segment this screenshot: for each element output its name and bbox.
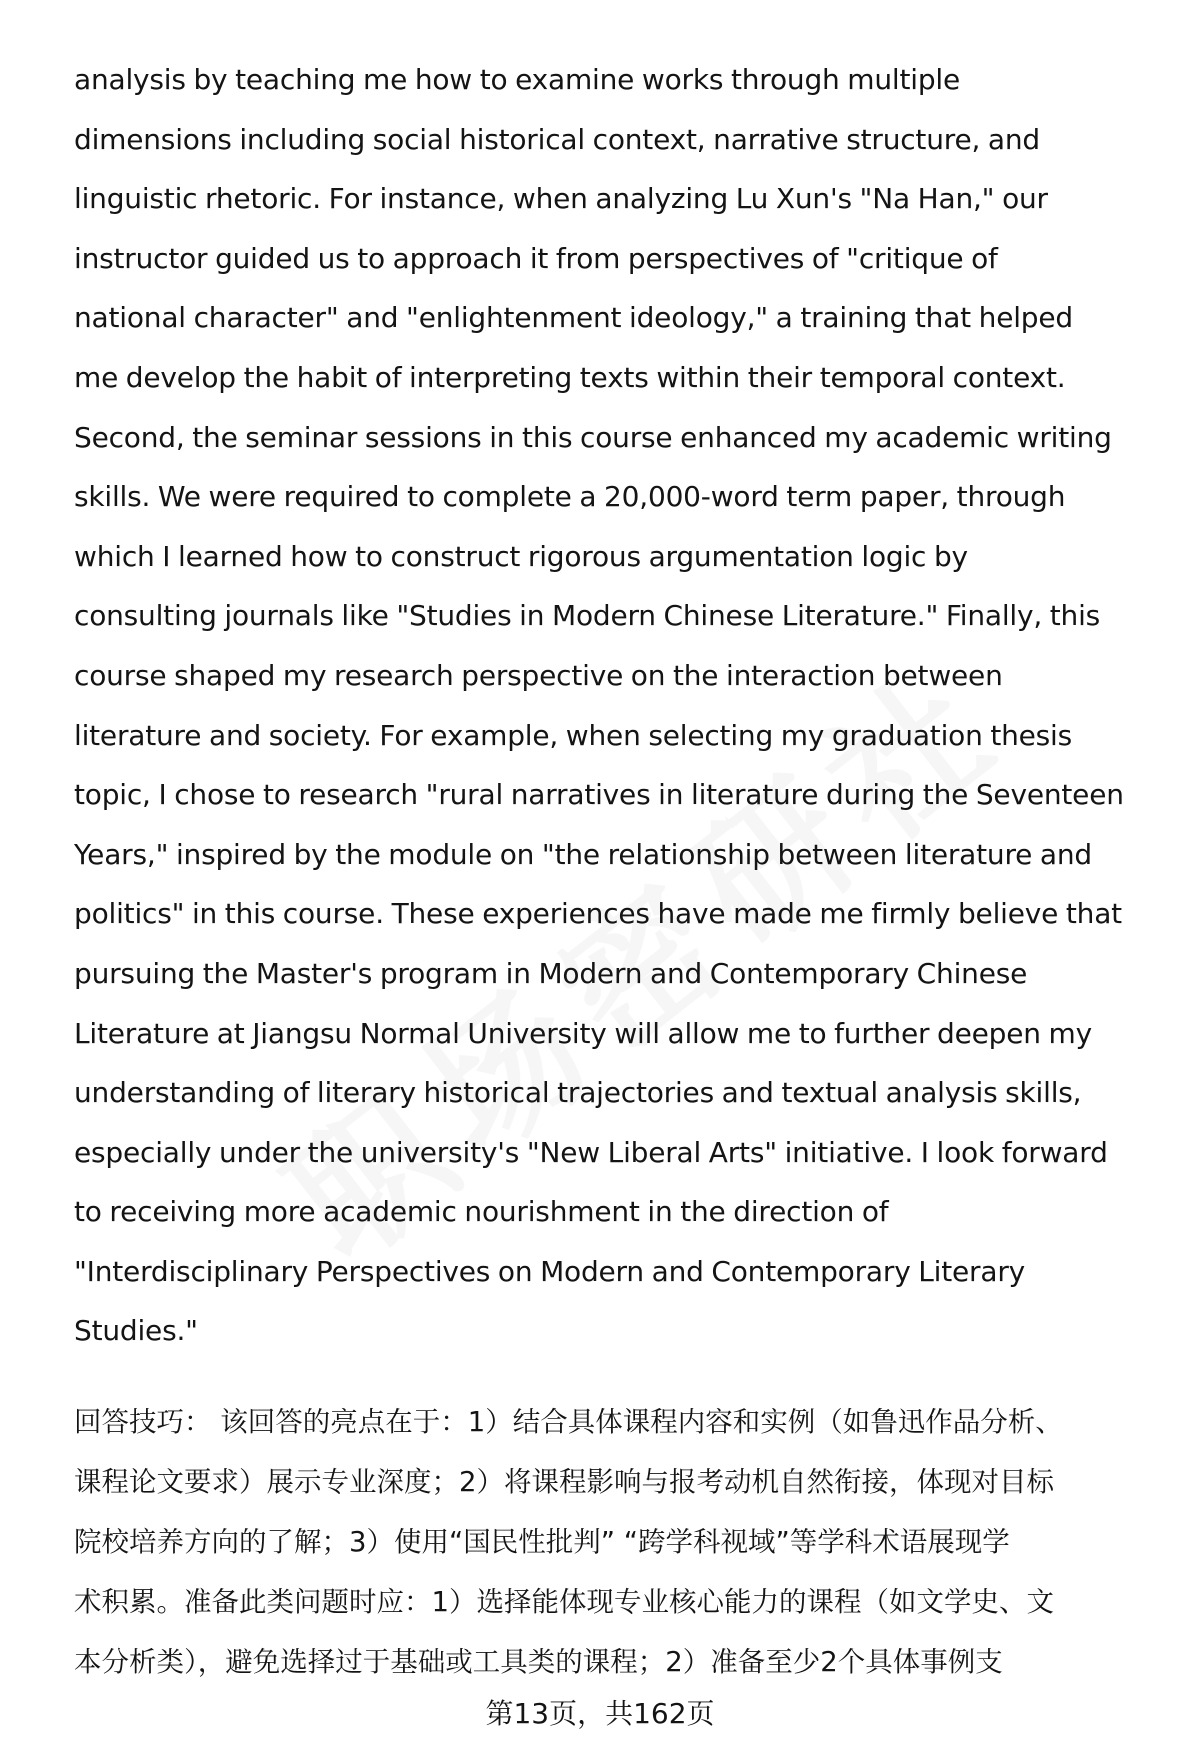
answer-line: especially under the university's "New Liberal Arts" initiative. I look forward [74, 1135, 1108, 1169]
answer-paragraph [74, 50, 1154, 1361]
answer-line: topic, I chose to research "rural narratives in literature during the Seventeen [74, 778, 1124, 812]
tips-line: 课程论文要求）展示专业深度；2）将课程影响与报考动机自然衔接，体现对目标 [74, 1466, 1054, 1498]
answer-line: pursuing the Master's program in Modern and Contemporary Chinese [74, 956, 1028, 990]
answer-line: course shaped my research perspective on the interaction between [74, 658, 1003, 692]
answer-tips-paragraph [74, 1392, 1154, 1692]
answer-line: me develop the habit of interpreting texts within their temporal context. [74, 360, 1066, 394]
answer-line: politics" in this course. These experiences have made me firmly believe that [74, 897, 1122, 931]
answer-line: Years," inspired by the module on "the relationship between literature and [74, 837, 1092, 871]
answer-line: which I learned how to construct rigorous argumentation logic by [74, 539, 968, 573]
answer-line: national character" and "enlightenment ideology," a training that helped [74, 301, 1073, 335]
answer-line: to receiving more academic nourishment in the direction of [74, 1195, 889, 1229]
answer-line: Studies." [74, 1314, 198, 1348]
page-number: 第13页，共162页 [485, 1697, 715, 1730]
answer-line: instructor guided us to approach it from perspectives of "critique of [74, 241, 998, 275]
answer-line: Second, the seminar sessions in this course enhanced my academic writing [74, 420, 1112, 454]
answer-line: skills. We were required to complete a 20,000-word term paper, through [74, 480, 1066, 514]
answer-line: dimensions including social historical context, narrative structure, and [74, 122, 1040, 156]
answer-line: consulting journals like "Studies in Modern Chinese Literature." Finally, this [74, 599, 1101, 633]
answer-line: literature and society. For example, when selecting my graduation thesis [74, 718, 1073, 752]
tips-line: 院校培养方向的了解；3）使用“国民性批判” “跨学科视域”等学科术语展现学 [74, 1526, 1010, 1558]
answer-line: Literature at Jiangsu Normal University will allow me to further deepen my [74, 1016, 1092, 1050]
answer-line: understanding of literary historical trajectories and textual analysis skills, [74, 1076, 1082, 1110]
tips-line: 本分析类），避免选择过于基础或工具类的课程；2）准备至少2个具体事例支 [74, 1646, 1003, 1678]
tips-line: 术积累。准备此类问题时应：1）选择能体现专业核心能力的课程（如文学史、文 [74, 1586, 1054, 1618]
answer-line: "Interdisciplinary Perspectives on Modern and Contemporary Literary [74, 1254, 1026, 1288]
answer-line: analysis by teaching me how to examine works through multiple [74, 63, 960, 96]
tips-line: 回答技巧： 该回答的亮点在于：1）结合具体课程内容和实例（如鲁迅作品分析、 [74, 1406, 1063, 1438]
answer-line: linguistic rhetoric. For instance, when analyzing Lu Xun's "Na Han," our [74, 182, 1048, 216]
